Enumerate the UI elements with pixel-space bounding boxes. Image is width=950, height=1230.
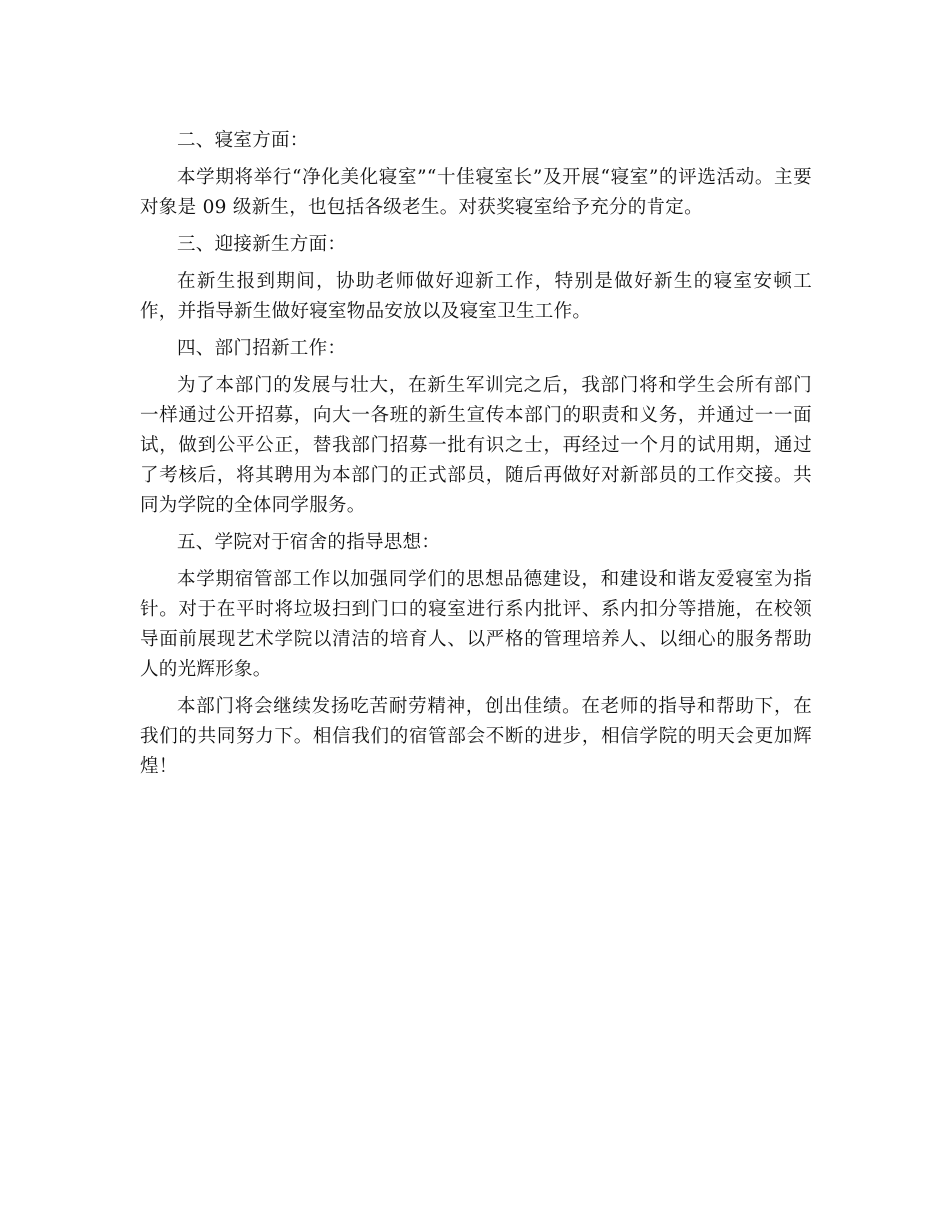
section-heading-recruitment: 四、部门招新工作： bbox=[177, 338, 347, 359]
paragraph-recruitment: 为了本部门的发展与壮大，在新生军训完之后，我部门将和学生会所有部门一样通过公开招募，向大一各班的新生宣传本部门的职责和义务，并通过一一面试，做到公平公正，替我部门招募一批有识之士，再经过一个月的试用期，通过了考核后，将其聘用为本部门的正式部员，随后再做好对新部员的工作交接。共同为学院的全体同学服务。 bbox=[140, 375, 812, 516]
paragraph-guiding-ideology: 本学期宿管部工作以加强同学们的思想品德建设，和建设和谐友爱寝室为指针。对于在平时将垃圾扫到门口的寝室进行系内批评、系内扣分等措施，在校领导面前展现艺术学院以清洁的培育人、以严格的管理培养人、以细心的服务帮助人的光辉形象。 bbox=[140, 569, 812, 680]
section-heading-guiding-ideology: 五、学院对于宿舍的指导思想： bbox=[177, 532, 441, 553]
section-heading-welcome-freshmen: 三、迎接新生方面： bbox=[177, 234, 347, 255]
paragraph-welcome-freshmen: 在新生报到期间，协助老师做好迎新工作，特别是做好新生的寝室安顿工作，并指导新生做好寝室物品安放以及寝室卫生工作。 bbox=[140, 271, 812, 322]
document-body bbox=[140, 126, 812, 789]
paragraph-dormitory-activities: 本学期将举行“净化美化寝室”“十佳寝室长”及开展“寝室”的评选活动。主要对象是 09 级新生，也包括各级老生。对获奖寝室给予充分的肯定。 bbox=[140, 167, 812, 218]
paragraph-closing: 本部门将会继续发扬吃苦耐劳精神，创出佳绩。在老师的指导和帮助下，在我们的共同努力下。相信我们的宿管部会不断的进步，相信学院的明天会更加辉煌！ bbox=[140, 696, 812, 777]
section-heading-dormitory: 二、寝室方面： bbox=[177, 130, 309, 151]
